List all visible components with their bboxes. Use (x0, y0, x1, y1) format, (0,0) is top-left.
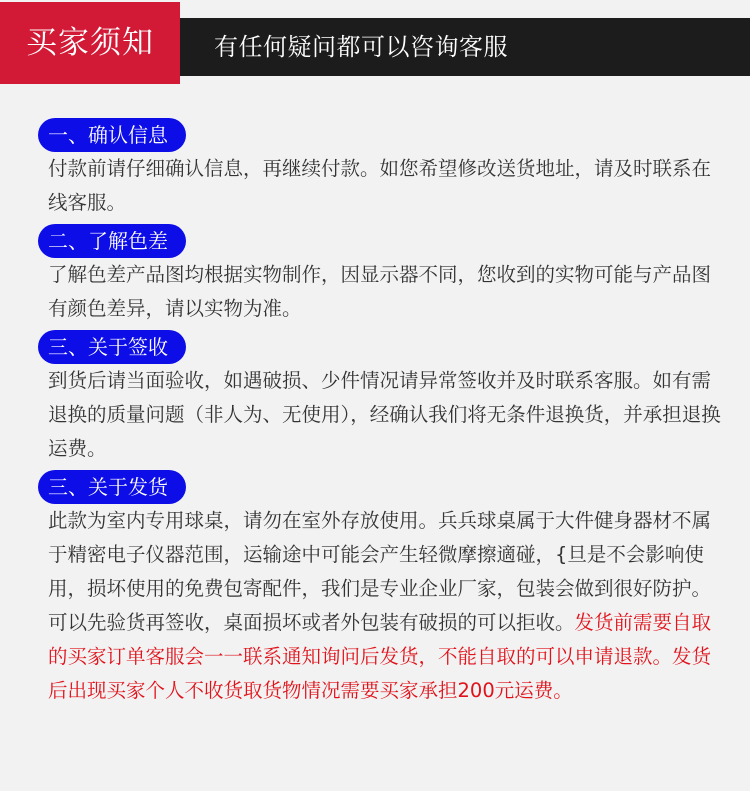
section-color-difference (40, 224, 730, 326)
section-title: 三、关于发货 (38, 470, 186, 504)
shipping-warning-text: 发货前需要自取的买家订单客服会一一联系通知询问后发货，不能自取的可以申请退款。发货后出现买家个人不收货取货物情况需要买家承担200元运费。 (48, 611, 712, 702)
section-body (48, 504, 728, 708)
section-title: 二、了解色差 (38, 224, 186, 258)
section-body-text: 此款为室内专用球桌，请勿在室外存放使用。兵兵球桌属于大件健身器材不属于精密电子仪器范围，运输途中可能会产生轻微摩擦適碰，{旦是不会影响使用，损坏使用的免费包寄配件，我们是专业企业厂家，包装会做到很好防护。可以先验货再签收，桌面损坏或者外包装有破损的可以拒收。 (48, 509, 712, 634)
section-confirm-info (40, 118, 730, 220)
header-subtitle: 有任何疑问都可以咨询客服 (214, 33, 508, 61)
section-title: 三、关于签收 (38, 330, 186, 364)
section-receipt (40, 330, 730, 466)
section-body: 付款前请仔细确认信息，再继续付款。如您希望修改送货地址，请及时联系在线客服。 (48, 157, 712, 214)
section-body: 到货后请当面验收，如遇破损、少件情况请异常签收并及时联系客服。如有需退换的质量问题（非人为、无使用），经确认我们将无条件退换货，并承担退换运费。 (48, 369, 721, 460)
section-title: 一、确认信息 (38, 118, 186, 152)
section-body: 了解色差产品图均根据实物制作，因显示器不同，您收到的实物可能与产品图有颜色差异，请以实物为准。 (48, 263, 712, 320)
notice-content (40, 118, 730, 712)
header-tab: 买家须知 (0, 2, 180, 84)
section-shipping (40, 470, 730, 708)
